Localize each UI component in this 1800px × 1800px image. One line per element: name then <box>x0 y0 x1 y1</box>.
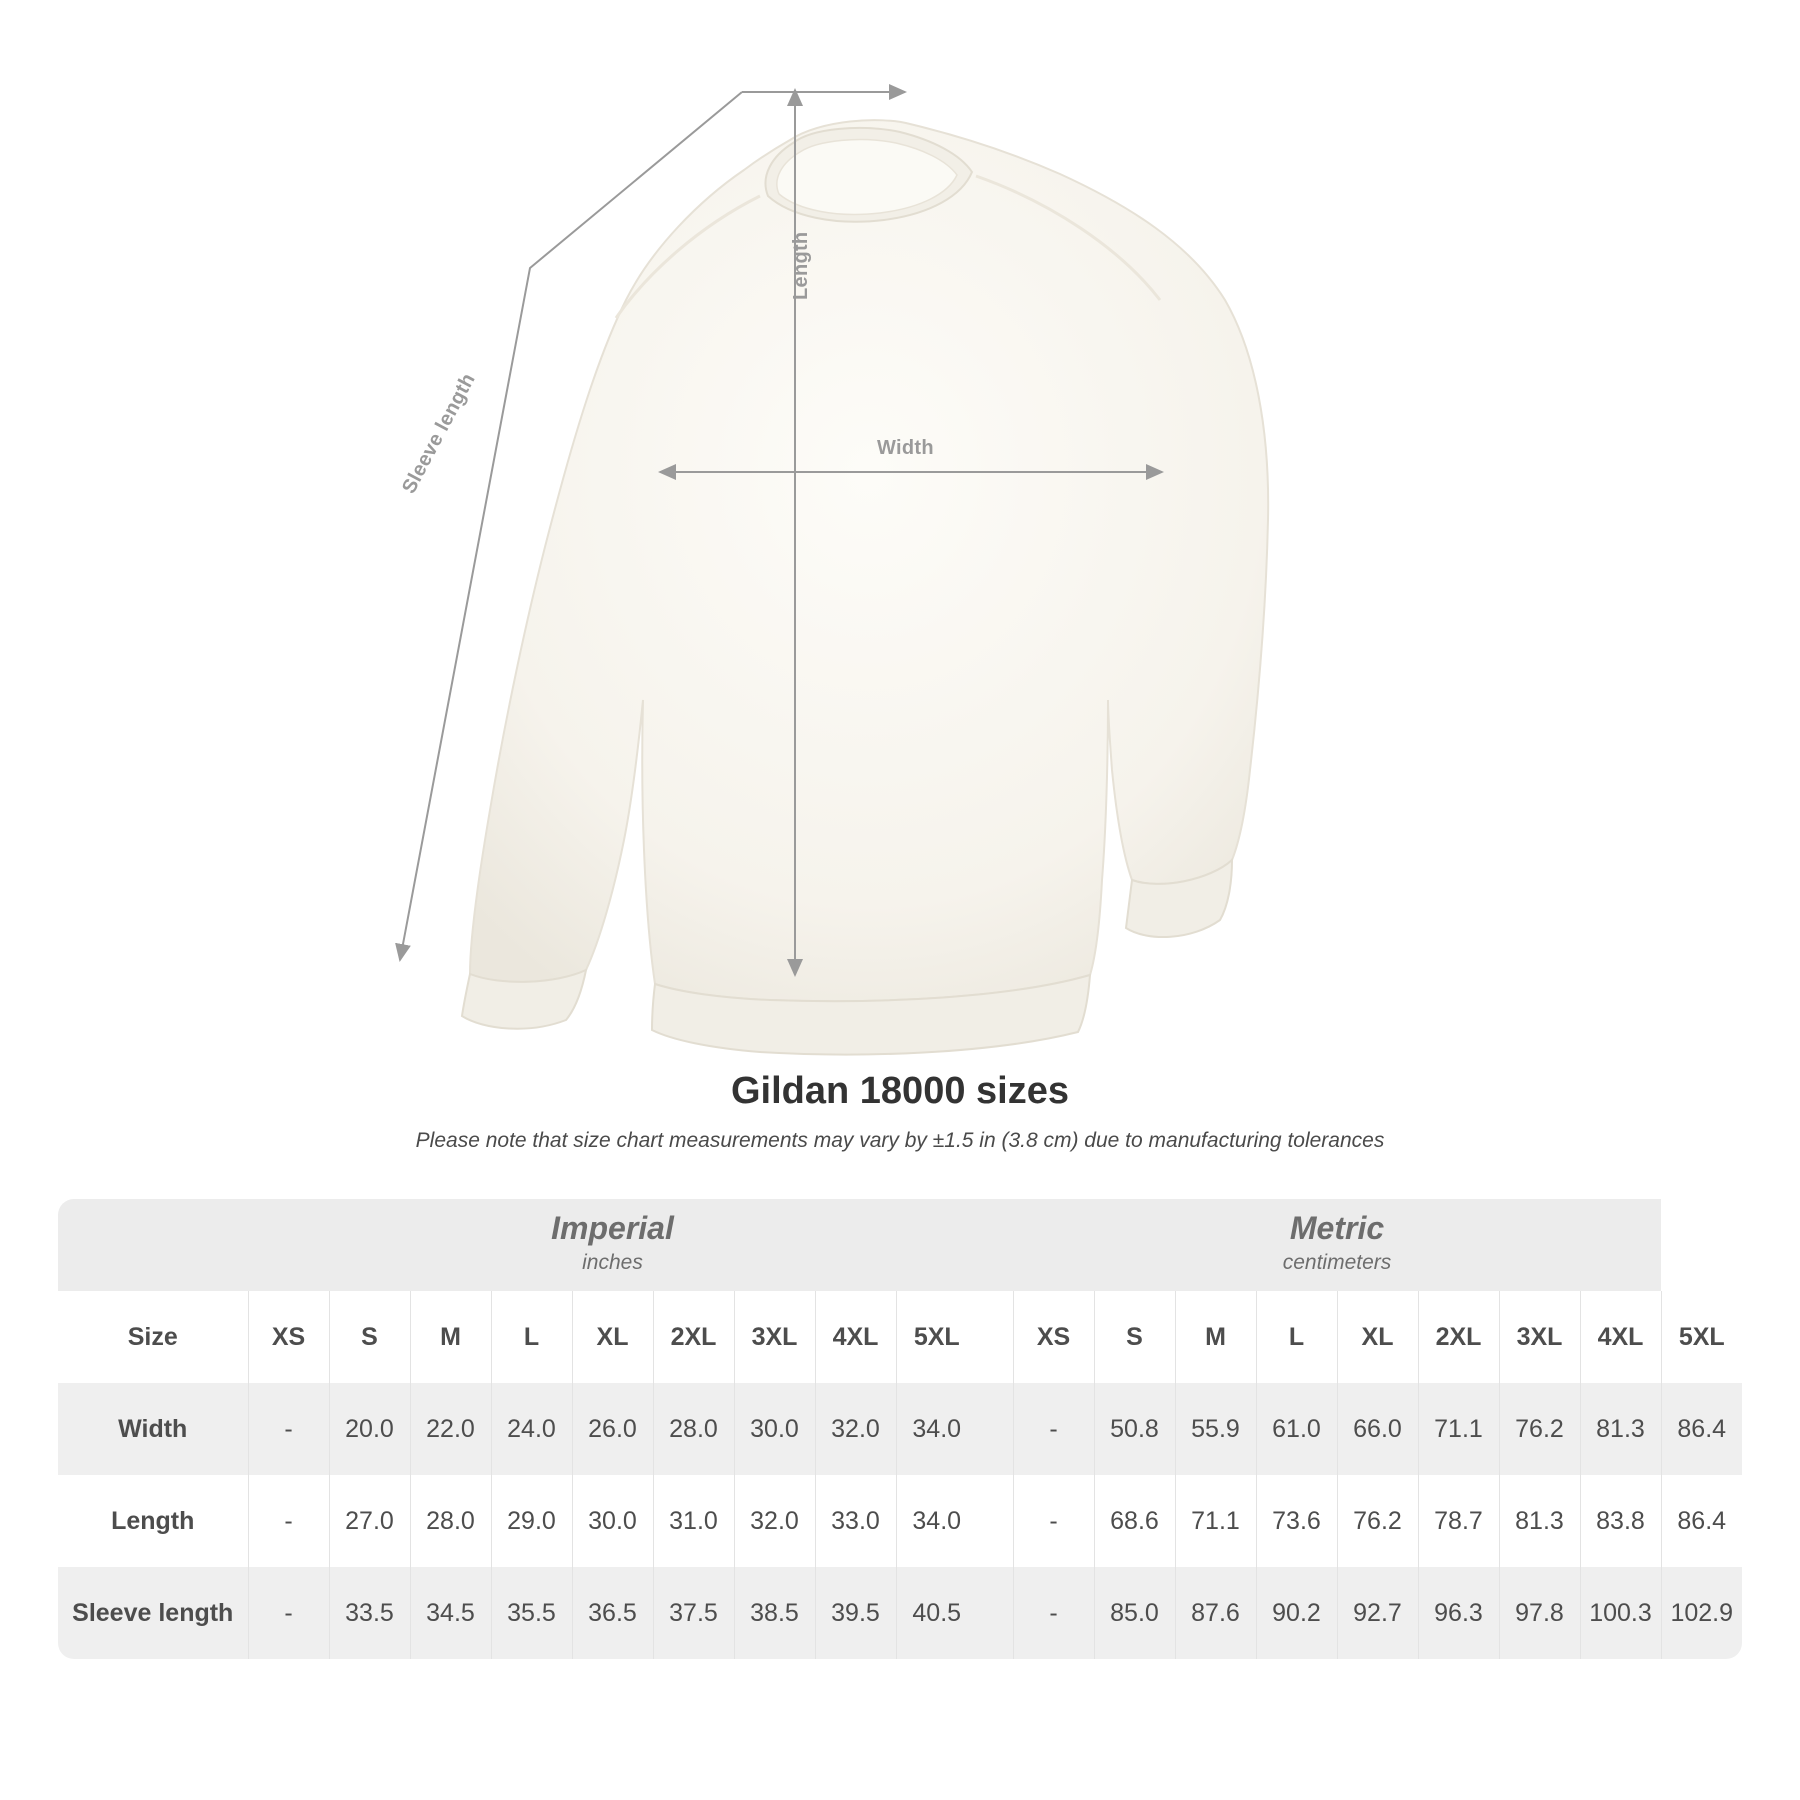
header-metric-l: L <box>1256 1291 1337 1383</box>
cell-width-met-xs: - <box>1013 1383 1094 1475</box>
unit-banner-gap <box>977 1199 1013 1291</box>
header-metric-3xl: 3XL <box>1499 1291 1580 1383</box>
header-metric-xl: XL <box>1337 1291 1418 1383</box>
page-title: Gildan 18000 sizes <box>731 1070 1069 1112</box>
cell-sleeve-met-4xl: 100.3 <box>1580 1567 1661 1659</box>
cell-width-met-l: 61.0 <box>1256 1383 1337 1475</box>
cell-length-met-3xl: 81.3 <box>1499 1475 1580 1567</box>
cell-width-met-2xl: 71.1 <box>1418 1383 1499 1475</box>
unit-group-metric-sub: centimeters <box>1282 1250 1392 1274</box>
cell-length-imp-5xl: 34.0 <box>896 1475 977 1567</box>
cell-length-imp-4xl: 33.0 <box>815 1475 896 1567</box>
cell-length-met-4xl: 83.8 <box>1580 1475 1661 1567</box>
header-metric-m: M <box>1175 1291 1256 1383</box>
unit-group-imperial-sub: inches <box>582 1250 643 1274</box>
cell-sleeve-imp-l: 35.5 <box>491 1567 572 1659</box>
sweatshirt-shape <box>462 120 1268 1054</box>
cell-sleeve-imp-m: 34.5 <box>410 1567 491 1659</box>
length-dimension-label: Length <box>790 231 812 300</box>
title-block <box>0 1070 1800 1153</box>
unit-group-metric-label: Metric <box>1289 1209 1385 1246</box>
cell-sleeve-imp-xs: - <box>248 1567 329 1659</box>
cell-width-met-5xl: 86.4 <box>1661 1383 1742 1475</box>
cell-width-met-xl: 66.0 <box>1337 1383 1418 1475</box>
width-dimension-label: Width <box>877 437 934 459</box>
cell-length-met-2xl: 78.7 <box>1418 1475 1499 1567</box>
cell-length-imp-3xl: 32.0 <box>734 1475 815 1567</box>
cell-sleeve-met-xs: - <box>1013 1567 1094 1659</box>
header-imperial-3xl: 3XL <box>734 1291 815 1383</box>
cell-width-imp-xs: - <box>248 1383 329 1475</box>
cell-length-imp-xs: - <box>248 1475 329 1567</box>
cell-width-imp-5xl: 34.0 <box>896 1383 977 1475</box>
row-label-length: Length <box>58 1475 248 1567</box>
cell-sleeve-met-5xl: 102.9 <box>1661 1567 1742 1659</box>
tolerance-note: Please note that size chart measurements may vary by ±1.5 in (3.8 cm) due to manufacturing tolerances <box>415 1129 1385 1152</box>
table-row <box>58 1475 1742 1567</box>
header-metric-5xl: 5XL <box>1661 1291 1742 1383</box>
header-size: Size <box>58 1291 248 1383</box>
row-label-width: Width <box>58 1383 248 1475</box>
cell-sleeve-met-s: 85.0 <box>1094 1567 1175 1659</box>
cell-length-imp-l: 29.0 <box>491 1475 572 1567</box>
cell-width-met-3xl: 76.2 <box>1499 1383 1580 1475</box>
cell-sleeve-imp-2xl: 37.5 <box>653 1567 734 1659</box>
header-imperial-4xl: 4XL <box>815 1291 896 1383</box>
unit-banner-spacer <box>58 1199 248 1291</box>
cell-sleeve-met-m: 87.6 <box>1175 1567 1256 1659</box>
cell-width-imp-3xl: 30.0 <box>734 1383 815 1475</box>
cell-length-met-l: 73.6 <box>1256 1475 1337 1567</box>
header-imperial-s: S <box>329 1291 410 1383</box>
cell-length-met-xl: 76.2 <box>1337 1475 1418 1567</box>
cell-width-met-s: 50.8 <box>1094 1383 1175 1475</box>
cell-width-met-m: 55.9 <box>1175 1383 1256 1475</box>
header-imperial-2xl: 2XL <box>653 1291 734 1383</box>
cell-sleeve-met-2xl: 96.3 <box>1418 1567 1499 1659</box>
cell-sleeve-met-l: 90.2 <box>1256 1567 1337 1659</box>
cell-sleeve-imp-3xl: 38.5 <box>734 1567 815 1659</box>
table-row <box>58 1567 1742 1659</box>
unit-banner-row <box>58 1199 1742 1291</box>
header-metric-xs: XS <box>1013 1291 1094 1383</box>
header-imperial-l: L <box>491 1291 572 1383</box>
size-table-container <box>58 1199 1742 1659</box>
cell-sleeve-imp-xl: 36.5 <box>572 1567 653 1659</box>
unit-group-imperial <box>248 1199 977 1291</box>
cell-sleeve-met-xl: 92.7 <box>1337 1567 1418 1659</box>
header-imperial-m: M <box>410 1291 491 1383</box>
table-row <box>58 1383 1742 1475</box>
table-header-row <box>58 1291 1742 1383</box>
cell-length-imp-m: 28.0 <box>410 1475 491 1567</box>
header-imperial-xl: XL <box>572 1291 653 1383</box>
row-gap <box>977 1475 1013 1567</box>
cell-width-imp-m: 22.0 <box>410 1383 491 1475</box>
header-imperial-5xl: 5XL <box>896 1291 977 1383</box>
cell-length-met-xs: - <box>1013 1475 1094 1567</box>
row-label-sleeve-length: Sleeve length <box>58 1567 248 1659</box>
cell-length-met-5xl: 86.4 <box>1661 1475 1742 1567</box>
cell-length-imp-xl: 30.0 <box>572 1475 653 1567</box>
cell-width-imp-2xl: 28.0 <box>653 1383 734 1475</box>
sleeve-length-dimension-label: Sleeve length <box>398 369 480 498</box>
unit-group-metric <box>1013 1199 1661 1291</box>
cell-width-imp-4xl: 32.0 <box>815 1383 896 1475</box>
cell-sleeve-imp-s: 33.5 <box>329 1567 410 1659</box>
cell-width-met-4xl: 81.3 <box>1580 1383 1661 1475</box>
cell-sleeve-imp-4xl: 39.5 <box>815 1567 896 1659</box>
cell-length-met-s: 68.6 <box>1094 1475 1175 1567</box>
unit-group-imperial-label: Imperial <box>551 1209 674 1246</box>
cell-width-imp-xl: 26.0 <box>572 1383 653 1475</box>
header-imperial-xs: XS <box>248 1291 329 1383</box>
cell-width-imp-s: 20.0 <box>329 1383 410 1475</box>
cell-length-imp-s: 27.0 <box>329 1475 410 1567</box>
row-gap <box>977 1383 1013 1475</box>
cell-length-met-m: 71.1 <box>1175 1475 1256 1567</box>
header-metric-2xl: 2XL <box>1418 1291 1499 1383</box>
cell-width-imp-l: 24.0 <box>491 1383 572 1475</box>
row-gap <box>977 1567 1013 1659</box>
size-table <box>58 1199 1742 1659</box>
header-metric-4xl: 4XL <box>1580 1291 1661 1383</box>
header-gap <box>977 1291 1013 1383</box>
header-metric-s: S <box>1094 1291 1175 1383</box>
cell-sleeve-imp-5xl: 40.5 <box>896 1567 977 1659</box>
cell-sleeve-met-3xl: 97.8 <box>1499 1567 1580 1659</box>
cell-length-imp-2xl: 31.0 <box>653 1475 734 1567</box>
